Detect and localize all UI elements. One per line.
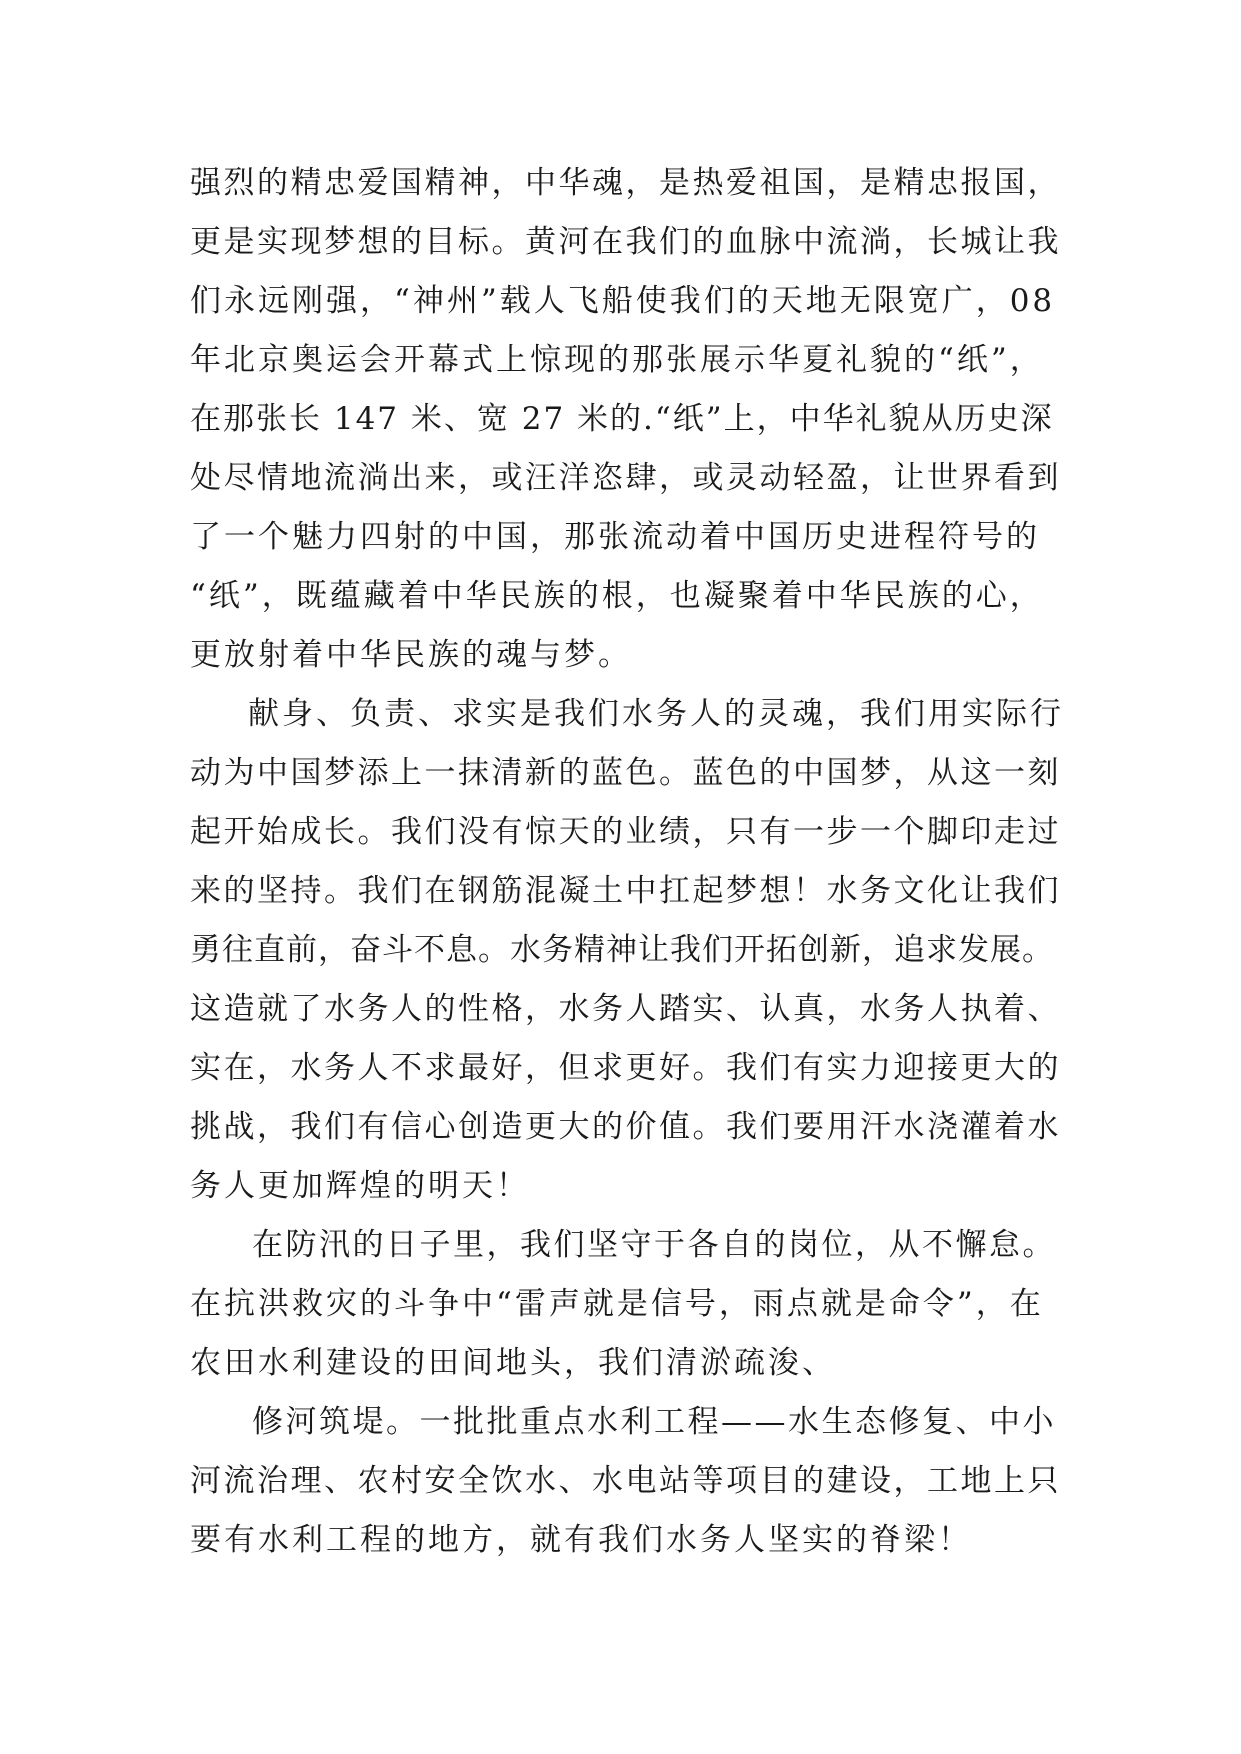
- text-line: 年北京奥运会开幕式上惊现的那张展示华夏礼貌的“纸”，: [190, 342, 1044, 378]
- text-line: 更是实现梦想的目标。黄河在我们的血脉中流淌，长城让我: [190, 224, 1061, 260]
- paragraph-first-line: 在防汛的日子里，我们坚守于各自的岗位，从不懈怠。: [252, 1227, 1056, 1263]
- text-line: 在那张长 147 米、宽 27 米的.“纸”上，中华礼貌从历史深: [190, 401, 1054, 437]
- paragraph-first-line: 修河筑堤。一批批重点水利工程——水生态修复、中小: [252, 1404, 1056, 1440]
- text-line: 要有水利工程的地方，就有我们水务人坚实的脊梁！: [190, 1522, 972, 1558]
- text-line: 动为中国梦添上一抹清新的蓝色。蓝色的中国梦，从这一刻: [190, 755, 1061, 791]
- text-line: 勇往直前，奋斗不息。水务精神让我们开拓创新，追求发展。: [190, 932, 1054, 968]
- text-line: 了一个魅力四射的中国，那张流动着中国历史进程符号的: [190, 519, 1040, 555]
- text-line: 挑战，我们有信心创造更大的价值。我们要用汗水浇灌着水: [190, 1109, 1061, 1145]
- text-line: 处尽情地流淌出来，或汪洋恣肆，或灵动轻盈，让世界看到: [190, 460, 1061, 496]
- text-line: 务人更加辉煌的明天！: [190, 1168, 530, 1204]
- text-line: 农田水利建设的田间地头，我们清淤疏浚、: [190, 1345, 836, 1381]
- text-line: “纸”，既蕴藏着中华民族的根，也凝聚着中华民族的心，: [190, 578, 1044, 614]
- text-line: 实在，水务人不求最好，但求更好。我们有实力迎接更大的: [190, 1050, 1061, 1086]
- text-line: 们永远刚强，“神州”载人飞船使我们的天地无限宽广，08: [190, 283, 1056, 319]
- text-line: 在抗洪救灾的斗争中“雷声就是信号，雨点就是命令”，在: [190, 1286, 1044, 1322]
- paragraph-first-line: 献身、负责、求实是我们水务人的灵魂，我们用实际行: [248, 696, 1064, 732]
- text-line: 强烈的精忠爱国精神，中华魂，是热爱祖国，是精忠报国，: [190, 165, 1061, 201]
- text-line: 来的坚持。我们在钢筋混凝土中扛起梦想！水务文化让我们: [190, 873, 1061, 909]
- text-line: 河流治理、农村安全饮水、水电站等项目的建设，工地上只: [190, 1463, 1061, 1499]
- text-line: 更放射着中华民族的魂与梦。: [190, 637, 632, 673]
- text-line: 起开始成长。我们没有惊天的业绩，只有一步一个脚印走过: [190, 814, 1061, 850]
- text-line: 这造就了水务人的性格，水务人踏实、认真，水务人执着、: [190, 991, 1061, 1027]
